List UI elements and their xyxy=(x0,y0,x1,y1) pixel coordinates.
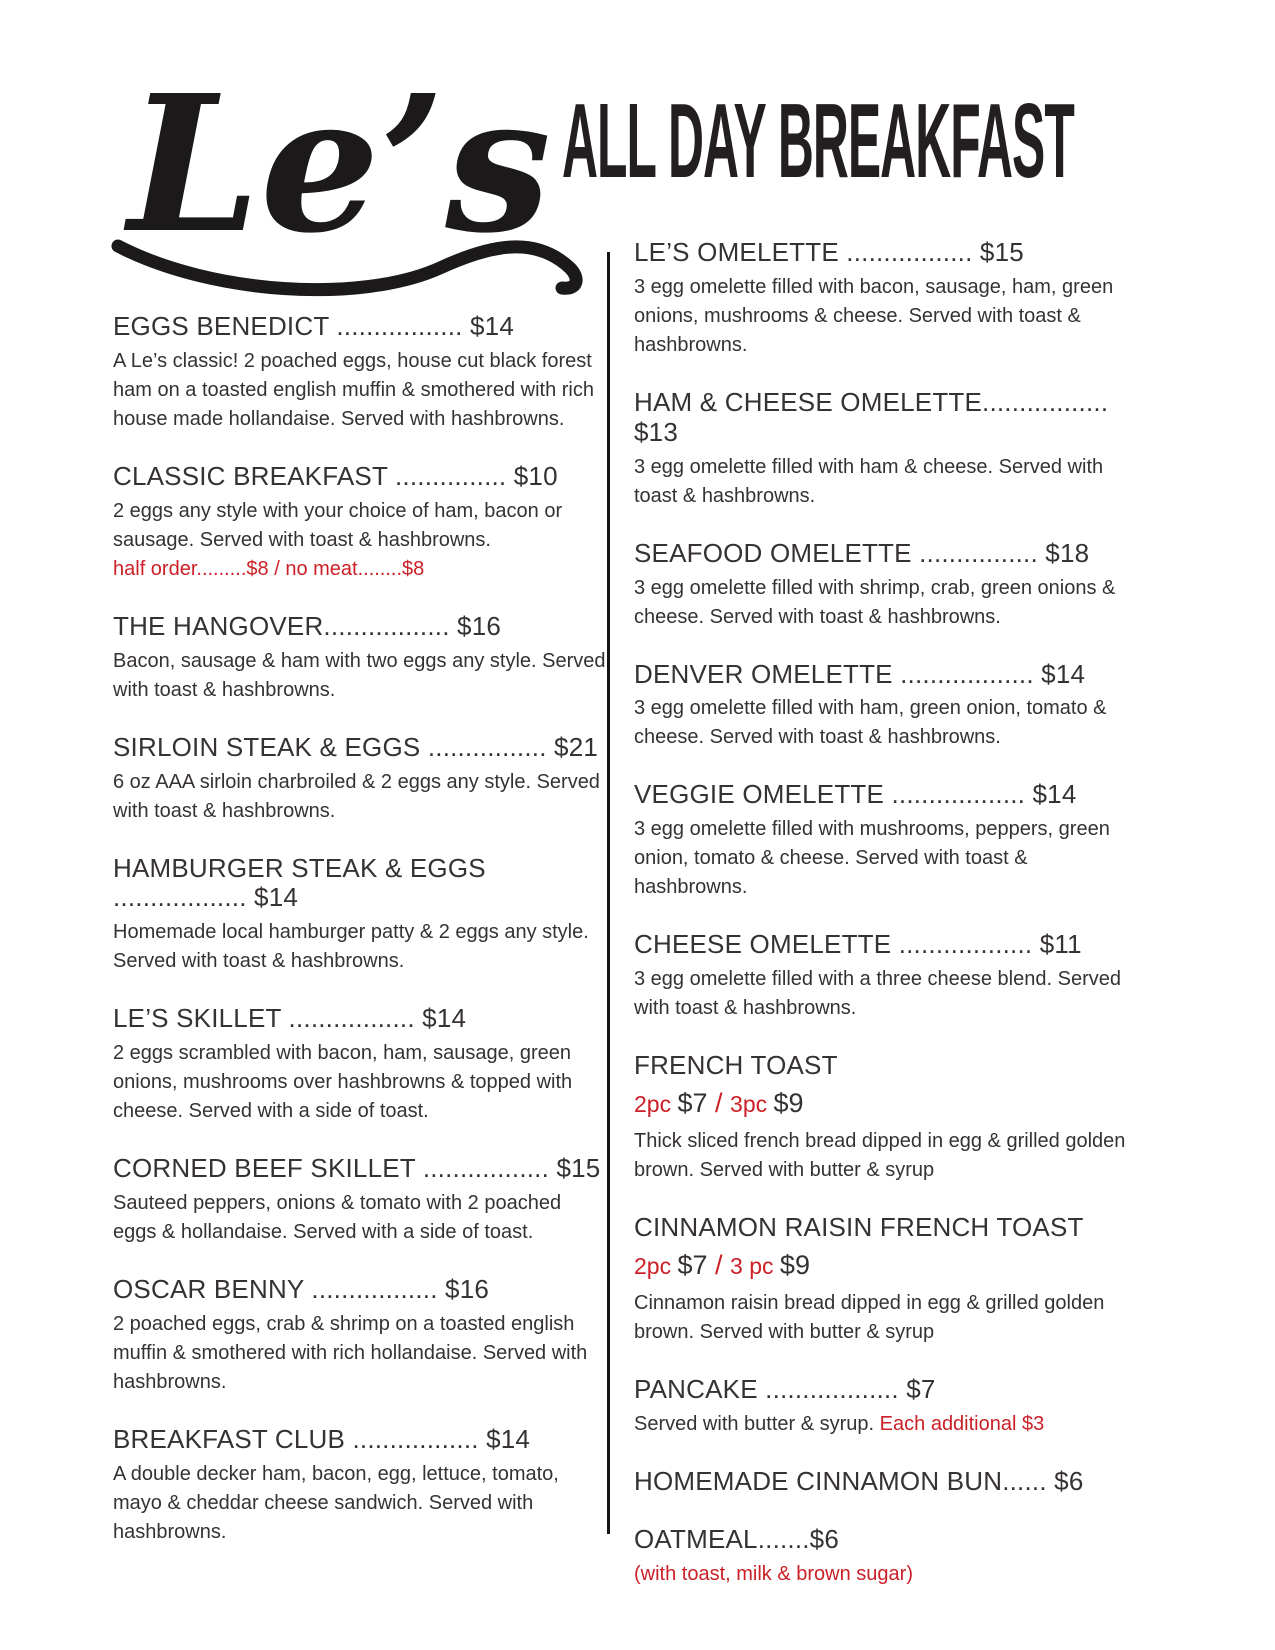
menu-item xyxy=(634,1467,1134,1497)
menu-item-title: PANCAKE .................. $7 xyxy=(634,1374,936,1405)
text-segment: Homemade local hamburger patty & 2 eggs any style. Served with toast & hashbrowns. xyxy=(113,921,589,973)
menu-item xyxy=(113,733,607,826)
menu-item-title: CHEESE OMELETTE .................. $11 xyxy=(634,929,1082,960)
menu-item-description xyxy=(634,815,1134,902)
text-segment: Each additional $3 xyxy=(879,1413,1045,1436)
menu-item-description xyxy=(113,347,607,434)
text-segment: Cinnamon raisin bread dipped in egg & grilled golden brown. Served with butter & syrup xyxy=(634,1292,1105,1344)
menu-item-title: CLASSIC BREAKFAST ............... $10 xyxy=(113,460,558,491)
menu-item xyxy=(113,462,607,584)
menu-item-title: FRENCH TOAST xyxy=(634,1050,838,1081)
text-segment: 2pc xyxy=(634,1091,678,1118)
logo-text: Le’s xyxy=(128,78,552,275)
menu-item-title: HOMEMADE CINNAMON BUN...... $6 xyxy=(634,1466,1084,1497)
menu-item-description xyxy=(113,497,607,555)
menu-item-title: LE’S SKILLET ................. $14 xyxy=(113,1003,467,1034)
menu-item xyxy=(113,1004,607,1126)
menu-item-description xyxy=(634,453,1134,511)
menu-item xyxy=(634,388,1134,511)
restaurant-logo xyxy=(100,78,605,303)
text-segment: (with toast, milk & brown sugar) xyxy=(634,1562,913,1585)
text-segment: 3 egg omelette filled with bacon, sausage, ham, green onions, mushrooms & cheese. Served with toast & hashbrowns. xyxy=(634,275,1114,356)
text-segment: 3pc xyxy=(730,1091,774,1118)
menu-item-description xyxy=(113,768,607,826)
text-segment: 2 eggs any style with your choice of ham, bacon or sausage. Served with toast & hashbrowns. xyxy=(113,499,563,551)
menu-item-title: BREAKFAST CLUB ................. $14 xyxy=(113,1424,531,1455)
menu-item-description xyxy=(634,1127,1134,1185)
menu-item-description xyxy=(113,1460,607,1547)
menu-item xyxy=(634,1375,1134,1439)
menu-item-description xyxy=(634,574,1134,632)
menu-item-description xyxy=(634,1410,1134,1439)
menu-item xyxy=(634,930,1134,1023)
text-segment: 2pc xyxy=(634,1253,678,1280)
menu-item-description xyxy=(113,1039,607,1126)
menu-item xyxy=(113,612,607,705)
menu-item-title: EGGS BENEDICT ................. $14 xyxy=(113,311,514,341)
text-segment: / xyxy=(715,1250,731,1281)
menu-item-title: VEGGIE OMELETTE .................. $14 xyxy=(634,779,1077,810)
menu-item-title: SEAFOOD OMELETTE ................ $18 xyxy=(634,537,1090,568)
text-segment: $7 xyxy=(677,1088,716,1119)
text-segment: Bacon, sausage & ham with two eggs any style. Served with toast & hashbrowns. xyxy=(113,649,606,701)
les-script-logo-icon xyxy=(100,78,605,303)
text-segment: 6 oz AAA sirloin charbroiled & 2 eggs any style. Served with toast & hashbrowns. xyxy=(113,770,600,822)
text-segment: 3 egg omelette filled with a three cheese blend. Served with toast & hashbrowns. xyxy=(634,968,1121,1020)
menu-item xyxy=(634,539,1134,632)
text-segment: 3 pc xyxy=(730,1253,780,1280)
text-segment: A Le’s classic! 2 poached eggs, house cut black forest ham on a toasted english muffin & smothered with rich house made hollandaise. Served with hashbrowns. xyxy=(113,349,594,430)
menu-item-description xyxy=(113,555,607,584)
column-divider xyxy=(607,252,610,1534)
text-segment: 3 egg omelette filled with shrimp, crab, green onions & cheese. Served with toast & hashbrowns. xyxy=(634,576,1116,628)
menu-title: ALL DAY BREAKFAST xyxy=(562,82,1074,200)
menu-item-description xyxy=(634,273,1134,360)
text-segment: 2 poached eggs, crab & shrimp on a toasted english muffin & smothered with rich hollandaise. Served with hashbrowns. xyxy=(113,1313,588,1394)
menu-item xyxy=(113,1275,607,1397)
menu-item-title: HAMBURGER STEAK & EGGS .................. $14 xyxy=(113,852,486,913)
menu-item-description xyxy=(634,694,1134,752)
menu-item-title: THE HANGOVER................. $16 xyxy=(113,610,502,641)
menu-item-title: DENVER OMELETTE .................. $14 xyxy=(634,658,1086,689)
menu-item-description xyxy=(113,1189,607,1247)
menu-column-left xyxy=(113,312,607,1575)
menu-item xyxy=(634,238,1134,360)
menu-item-title: LE’S OMELETTE ................. $15 xyxy=(634,237,1024,267)
price-options xyxy=(634,1248,1134,1283)
text-segment: $9 xyxy=(773,1088,804,1119)
menu-item-title: SIRLOIN STEAK & EGGS ................ $21 xyxy=(113,731,599,762)
text-segment: / xyxy=(715,1088,731,1119)
menu-column-right xyxy=(634,238,1134,1617)
menu-item-title: HAM & CHEESE OMELETTE................. $13 xyxy=(634,386,1109,447)
text-segment: Sauteed peppers, onions & tomato with 2 poached eggs & hollandaise. Served with a side of toast. xyxy=(113,1192,562,1244)
text-segment: Thick sliced french bread dipped in egg & grilled golden brown. Served with butter & syrup xyxy=(634,1130,1126,1182)
menu-item-title: OSCAR BENNY ................. $16 xyxy=(113,1274,490,1305)
text-segment: $7 xyxy=(677,1250,716,1281)
menu-item xyxy=(113,1154,607,1247)
menu-item-title: CORNED BEEF SKILLET ................. $15 xyxy=(113,1153,601,1184)
menu-item-description xyxy=(113,647,607,705)
text-segment: 3 egg omelette filled with mushrooms, peppers, green onion, tomato & cheese. Served with toast & hashbrowns. xyxy=(634,818,1110,899)
menu-item-description xyxy=(634,965,1134,1023)
menu-item-description xyxy=(634,1289,1134,1347)
text-segment: half order.........$8 / no meat........$8 xyxy=(113,557,425,580)
menu-item-description xyxy=(634,1560,1134,1589)
menu-item xyxy=(113,1425,607,1547)
menu-item-description xyxy=(113,918,607,976)
text-segment: Served with butter & syrup. xyxy=(634,1413,880,1436)
text-segment: $9 xyxy=(779,1250,810,1281)
menu-item xyxy=(113,854,607,977)
menu-item xyxy=(634,780,1134,902)
menu-item xyxy=(634,660,1134,753)
text-segment: 3 egg omelette filled with ham, green onion, tomato & cheese. Served with toast & hashbrowns. xyxy=(634,697,1107,749)
menu-item-description xyxy=(113,1310,607,1397)
text-segment: 3 egg omelette filled with ham & cheese. Served with toast & hashbrowns. xyxy=(634,455,1104,507)
price-options xyxy=(634,1086,1134,1121)
menu-item-title: OATMEAL.......$6 xyxy=(634,1523,840,1554)
text-segment: A double decker ham, bacon, egg, lettuce, tomato, mayo & cheddar cheese sandwich. Served with hashbrowns. xyxy=(113,1462,559,1543)
menu-item xyxy=(113,312,607,434)
text-segment: 2 eggs scrambled with bacon, ham, sausage, green onions, mushrooms over hashbrowns & topped with cheese. Served with a side of toast. xyxy=(113,1042,573,1123)
menu-item xyxy=(634,1051,1134,1185)
menu-item xyxy=(634,1213,1134,1347)
menu-item xyxy=(634,1525,1134,1589)
menu-item-title: CINNAMON RAISIN FRENCH TOAST xyxy=(634,1212,1084,1243)
